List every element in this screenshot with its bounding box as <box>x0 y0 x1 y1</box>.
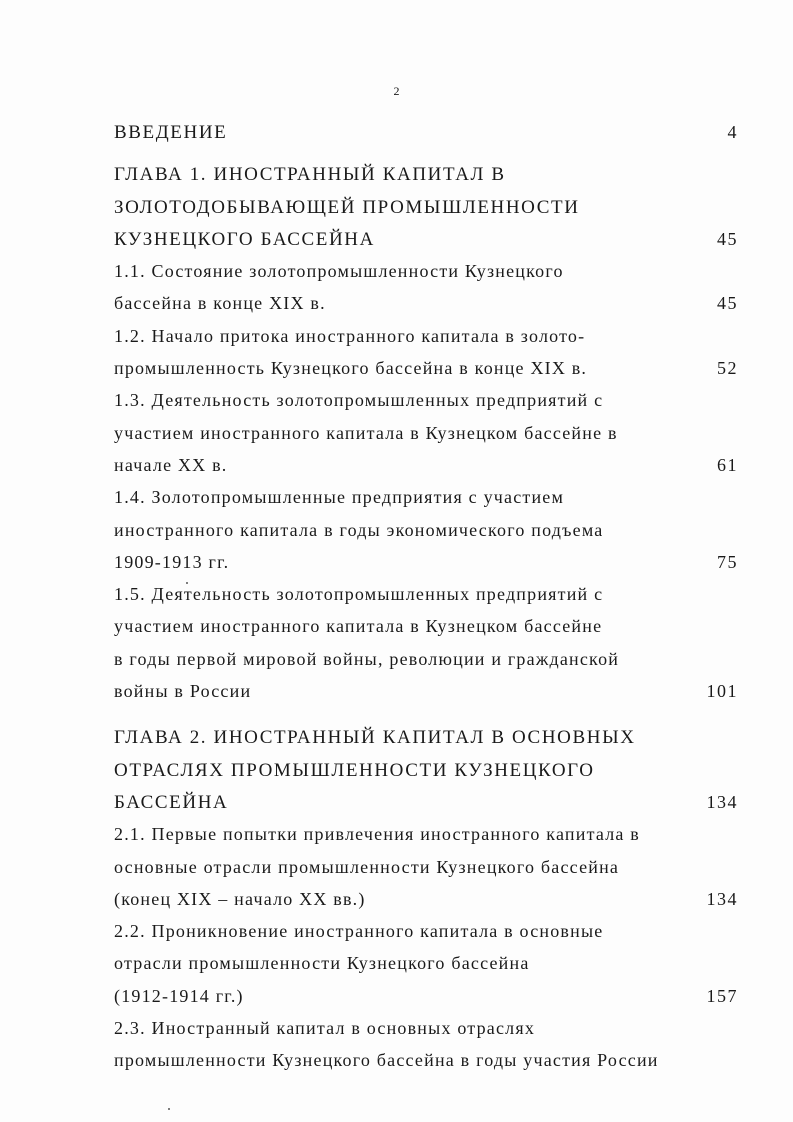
chapter-title-line: КУЗНЕЦКОГО БАССЕЙНА 45 <box>114 223 738 255</box>
section-line: 2.2. Проникновение иностранного капитала в основные <box>114 921 604 942</box>
toc-entry-page: 134 <box>706 888 738 909</box>
toc-entry-page: 52 <box>717 358 738 379</box>
toc-entry-intro <box>114 116 738 148</box>
section-line: иностранного капитала в годы экономического подъема <box>114 519 604 540</box>
toc-entry-page: 45 <box>717 228 738 249</box>
toc-entry-page: 61 <box>717 454 738 475</box>
section-line: 1.4. Золотопромышленные предприятия с участием <box>114 487 565 508</box>
section-line: промышленность Кузнецкого бассейна в конце XIX в. <box>114 358 588 379</box>
toc-entry-page: 4 <box>727 122 738 142</box>
chapter-title-line: ГЛАВА 2. ИНОСТРАННЫЙ КАПИТАЛ В ОСНОВНЫХ <box>114 727 636 749</box>
table-of-contents <box>114 116 738 1077</box>
section-line: 2.3. Иностранный капитал в основных отраслях <box>114 1018 536 1039</box>
scan-speck <box>186 582 188 584</box>
section-line: 2.1. Первые попытки привлечения иностранного капитала в <box>114 824 640 845</box>
toc-chapter-2 <box>114 721 738 1076</box>
section-line: (конец XIX – начало XX вв.) <box>114 888 366 909</box>
section-line: 1.2. Начало притока иностранного капитала в золото- <box>114 325 586 346</box>
scan-speck <box>168 1108 170 1110</box>
toc-section-1-2 <box>114 320 738 385</box>
toc-section-2-2 <box>114 915 738 1012</box>
toc-section-2-1 <box>114 818 738 915</box>
section-line: начале XX в. <box>114 454 228 475</box>
toc-entry-page: 134 <box>706 791 738 812</box>
section-line: в годы первой мировой войны, революции и гражданской <box>114 648 620 669</box>
section-line: участием иностранного капитала в Кузнецком бассейне в <box>114 422 618 443</box>
toc-chapter-1 <box>114 158 738 707</box>
toc-entry-page: 101 <box>706 681 738 702</box>
section-line: участием иностранного капитала в Кузнецком бассейне <box>114 616 603 637</box>
section-line: 1.5. Деятельность золотопромышленных предприятий с <box>114 584 604 605</box>
toc-section-1-1 <box>114 255 738 320</box>
toc-entry-page: 157 <box>706 985 738 1006</box>
section-line: войны в России <box>114 681 252 702</box>
toc-entry-title: ВВЕДЕНИЕ <box>114 122 228 143</box>
chapter-title-line: ЗОЛОТОДОБЫВАЮЩЕЙ ПРОМЫШЛЕННОСТИ <box>114 196 580 218</box>
toc-entry-page: 75 <box>717 551 738 572</box>
section-line: отрасли промышленности Кузнецкого бассейна <box>114 953 530 974</box>
section-line: основные отрасли промышленности Кузнецкого бассейна <box>114 856 620 877</box>
toc-section-1-5 <box>114 578 738 707</box>
toc-section-1-3 <box>114 384 738 481</box>
toc-entry-page: 45 <box>717 293 738 314</box>
section-line: 1.1. Состояние золотопромышленности Кузнецкого <box>114 261 564 282</box>
section-line: (1912-1914 гг.) <box>114 985 244 1006</box>
section-line: 1909-1913 гг. <box>114 551 230 572</box>
chapter-title-line: БАССЕЙНА 134 <box>114 786 738 818</box>
section-line: промышленности Кузнецкого бассейна в годы участия России <box>114 1050 659 1071</box>
chapter-title-line: ОТРАСЛЯХ ПРОМЫШЛЕННОСТИ КУЗНЕЦКОГО <box>114 759 595 781</box>
chapter-title-line: ГЛАВА 1. ИНОСТРАННЫЙ КАПИТАЛ В <box>114 164 506 186</box>
section-line: бассейна в конце XIX в. <box>114 293 326 314</box>
toc-section-1-4 <box>114 481 738 578</box>
toc-section-2-3 <box>114 1012 738 1077</box>
page-number: 2 <box>393 84 400 98</box>
section-line: 1.3. Деятельность золотопромышленных предприятий с <box>114 390 604 411</box>
